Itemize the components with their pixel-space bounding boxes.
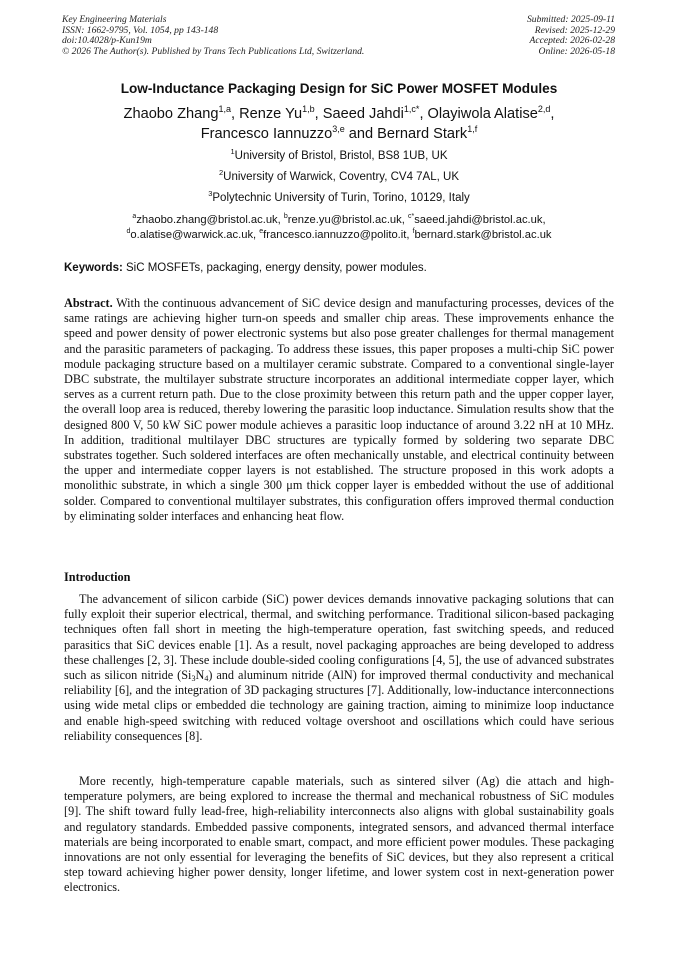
author-sup: 1,f: [467, 124, 478, 134]
author-sup: 3,e: [332, 124, 345, 134]
email-address[interactable]: bernard.stark@bristol.ac.uk: [414, 229, 552, 241]
email-sep: ,: [406, 229, 413, 241]
affiliation-text: University of Bristol, Bristol, BS8 1UB, UK: [234, 150, 448, 162]
email-sup: d: [126, 228, 131, 235]
issn-line: ISSN: 1662-9795, Vol. 1054, pp 143-148: [62, 24, 219, 36]
submitted-date: Submitted: 2025-09-11: [526, 14, 615, 25]
online-date: Online: 2026-05-18: [538, 45, 615, 57]
affiliation-sup: 2: [219, 168, 224, 177]
author-sup: 1,a: [218, 104, 231, 114]
author-sep: ,: [231, 106, 240, 122]
author-sep: ,: [419, 106, 428, 122]
intro-p1-text: ) and aluminum nitride (AlN) for improved thermal conductivity and mechanical reliability [6], and the integration of 3D packaging structures [7]. Additionally, low-inductance interconnections using wide metal clips or embedded die technology are gaining traction, aiming to minimize loop inductance and enable high-speed switching with reduced voltage overshoot and oscillations which could have serious reliability consequences [8].: [64, 668, 614, 743]
email-address[interactable]: renze.yu@bristol.ac.uk: [287, 214, 402, 226]
journal-header-left: [62, 15, 364, 57]
email-sup: a: [132, 213, 137, 220]
email-line-1: [0, 213, 678, 228]
affiliation-3: [0, 189, 678, 204]
author-sep: and: [344, 126, 378, 142]
email-address[interactable]: francesco.iannuzzo@polito.it: [263, 229, 407, 241]
author-name: Zhaobo Zhang: [123, 106, 219, 122]
email-address[interactable]: o.alatise@warwick.ac.uk: [130, 229, 254, 241]
email-address[interactable]: zhaobo.zhang@bristol.ac.uk: [136, 214, 278, 226]
affiliation-sup: 1: [230, 147, 235, 156]
copyright-line: © 2026 The Author(s). Published by Trans Tech Publications Ltd, Switzerland.: [62, 45, 365, 57]
intro-paragraph-1: [64, 592, 614, 744]
affiliation-text: University of Warwick, Coventry, CV4 7AL, UK: [223, 171, 459, 183]
author-sup: 1,b: [302, 104, 315, 114]
author-list: [0, 104, 678, 144]
email-sup: e: [259, 228, 264, 235]
author-name: Saeed Jahdi: [322, 106, 404, 122]
email-address[interactable]: saeed.jahdi@bristol.ac.uk: [414, 214, 543, 226]
author-sup: 2,d: [537, 104, 551, 114]
intro-paragraph-2: More recently, high-temperature capable materials, such as sintered silver (Ag) die attach and high-temperature polymers, are being explored to increase the thermal and mechanical robustness of SiC modules [9]. The shift toward fully lead-free, high-reliability interconnects also aligns with global sustainability goals and regulatory standards. Embedded passive components, integrated sensors, and advanced thermal interface materials are being incorporated to enable smart, compact, and more efficient power modules. These packaging innovations are not only essential for leveraging the benefits of SiC devices, but they also represent a critical step toward achieving higher power density, longer lifetime, and lower system cost in next-generation power electronics.: [64, 774, 614, 895]
author-name: Olayiwola Alatise: [427, 106, 538, 122]
section-heading-introduction: Introduction: [64, 570, 131, 584]
author-name: Francesco Iannuzzo: [200, 126, 333, 142]
email-sep: ,: [542, 214, 546, 226]
email-line-2: [0, 228, 678, 243]
email-sep: ,: [277, 214, 284, 226]
affiliation-text: Polytechnic University of Turin, Torino, 10129, Italy: [212, 192, 470, 204]
affiliation-1: [0, 147, 678, 162]
author-name: Renze Yu: [239, 106, 303, 122]
keywords: [64, 262, 427, 274]
email-sep: ,: [253, 229, 260, 241]
email-sup: f: [412, 228, 415, 235]
revised-date: Revised: 2025-12-29: [534, 24, 615, 36]
journal-header-right: [527, 15, 615, 57]
author-line-1: [0, 104, 678, 124]
keywords-text: SiC MOSFETs, packaging, energy density, power modules.: [126, 262, 427, 274]
email-sup: b: [283, 213, 288, 220]
journal-name: Key Engineering Materials: [62, 14, 167, 25]
accepted-date: Accepted: 2026-02-28: [529, 35, 615, 47]
abstract: [64, 296, 614, 524]
author-sep: ,: [550, 106, 555, 122]
author-sep: ,: [314, 106, 323, 122]
paper-title: Low-Inductance Packaging Design for SiC Power MOSFET Modules: [120, 81, 558, 96]
author-line-2: [0, 124, 678, 144]
intro-p1-text: N: [195, 668, 205, 683]
author-sup: 1,c*: [403, 104, 420, 114]
abstract-label: Abstract.: [64, 296, 113, 310]
email-sup: c*: [407, 213, 415, 220]
intro-p1-text: The advancement of silicon carbide (SiC) power devices demands innovative packaging solutions that can fully exploit their superior electrical, thermal, and switching performance. Traditional silicon-based packaging techniques often fall short in meeting the high-temperature operation, fast switching speeds, and reduced parasitics that SiC devices enable [1]. As a result, novel packaging approaches are being developed to address these challenges [2, 3]. These include double-sided cooling configurations [4, 5], the use of advanced substrates such as silicon nitride (Si: [64, 592, 614, 683]
author-name: Bernard Stark: [377, 126, 468, 142]
email-sep: ,: [401, 214, 408, 226]
subscript: 4: [204, 674, 209, 684]
keywords-label: Keywords:: [64, 262, 123, 274]
affiliation-sup: 3: [208, 189, 213, 198]
abstract-text: With the continuous advancement of SiC device design and manufacturing processes, devices of the same ratings are achieving higher turn-on speeds and smaller chip areas. These improvements enhance the speed and power density of power electronic systems but also pose greater challenges for thermal management and the parasitic parameters of packaging. To address these issues, this paper proposes a multi-chip SiC power module packaging structure based on a multilayer ceramic substrate. Compared to a conventional single-layer DBC substrate, the multilayer substrate structure incorporates an additional intermediate copper layer, which serves as a current return path. Due to the close proximity between this return path and the upper copper layer, the overall loop area is reduced, thereby lowering the parasitic loop inductance. Simulation results show that the designed 800 V, 50 kW SiC power module achieves a parasitic loop inductance of around 3.22 nH at 10 MHz. In addition, traditional multilayer DBC structures are typically formed by soldering two separate DBC substrates together. Such soldered interfaces are often mechanically unstable, and electrical continuity between the upper and intermediate copper layers is not established. The structure proposed in this work adopts a monolithic substrate, in which a single 300 μm thick copper layer is embedded without the use of additional solder. Compared to conventional multilayer substrates, this configuration offers improved thermal conduction by eliminating solder interfaces and enhancing heat flow.: [64, 296, 614, 523]
subscript: 3: [191, 674, 196, 684]
doi-line[interactable]: doi:10.4028/p-Kun19m: [62, 35, 152, 47]
affiliation-2: [0, 168, 678, 183]
email-list: [0, 213, 678, 243]
